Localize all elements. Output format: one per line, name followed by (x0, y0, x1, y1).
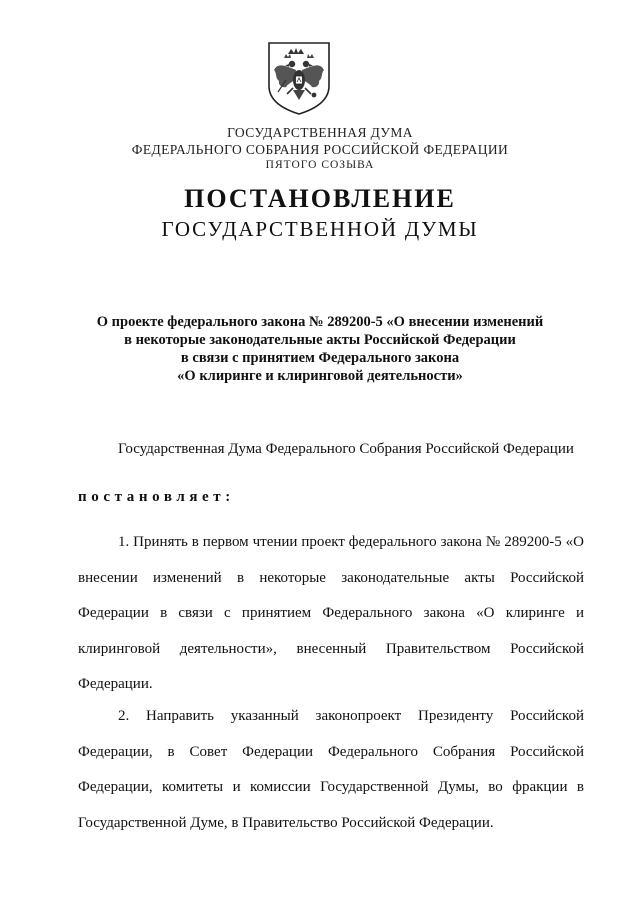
resolution-item-2: 2. Направить указанный законопроект Президенту Российской Федерации, в Совет Федерации Федерального Собрания Российской Федерации, комитеты и комиссии Государственной Думы, во фракции в Государственной Думе, в Правительство Российской Федерации. (78, 708, 584, 831)
heading-line-1: О проекте федерального закона № 289200-5 «О внесении изменений (96, 314, 544, 330)
intro-paragraph: Государственная Дума Федерального Собрания Российской Федерации (118, 441, 574, 457)
resolution-heading (0, 313, 640, 385)
org-name-line-2: ФЕДЕРАЛЬНОГО СОБРАНИЯ РОССИЙСКОЙ ФЕДЕРАЦИИ (131, 142, 509, 157)
document-title: ПОСТАНОВЛЕНИЕ (184, 184, 456, 213)
heading-line-2: в некоторые законодательные акты Российской Федерации (124, 332, 516, 348)
heading-line-4: «О клиринге и клиринговой деятельности» (177, 368, 463, 384)
resolution-item-1: 1. Принять в первом чтении проект федерального закона № 289200-5 «О внесении изменений в некоторые законодательные акты Российской Федерации в связи с принятием Федерального закона «О клиринге и клиринговой деятельности», внесенный Правительством Российской Федерации. (78, 534, 584, 692)
heading-line-3: в связи с принятием Федерального закона (180, 350, 460, 366)
document-subtitle: ГОСУДАРСТВЕННОЙ ДУМЫ (161, 217, 479, 241)
decree-word: постановляет: (78, 489, 235, 505)
coat-of-arms-icon (266, 40, 332, 116)
org-name-line-1: ГОСУДАРСТВЕННАЯ ДУМА (227, 125, 413, 140)
convocation-line: ПЯТОГО СОЗЫВА (265, 159, 375, 171)
